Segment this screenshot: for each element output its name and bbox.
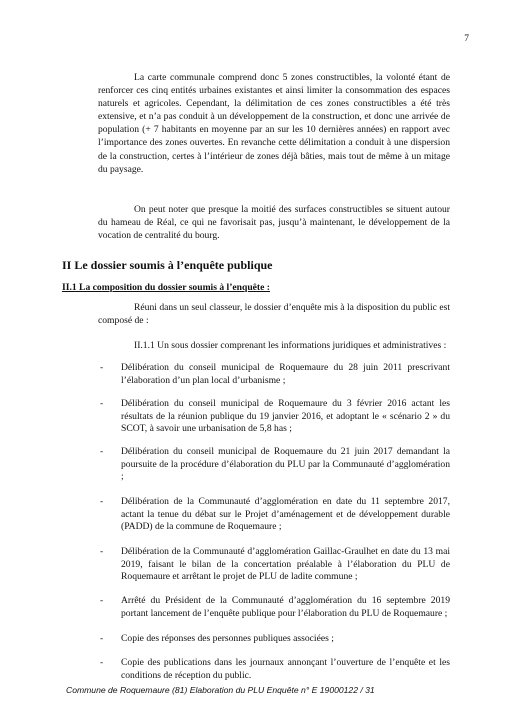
list-dash: - <box>100 496 104 507</box>
list-item-text: Copie des réponses des personnes publiques associées ; <box>121 633 334 644</box>
list-item <box>100 362 450 387</box>
list-dash: - <box>100 446 104 457</box>
list-dash: - <box>100 546 104 557</box>
list-item <box>100 657 450 682</box>
list-item <box>100 398 450 436</box>
list-item <box>100 446 450 484</box>
intro-paragraph: Réuni dans un seul classeur, le dossier d’enquête mis à la disposition du public est composé de : <box>98 302 450 327</box>
list-dash: - <box>100 633 104 644</box>
section-title: II Le dossier soumis à l’enquête publique <box>62 258 273 272</box>
list-item <box>100 595 450 620</box>
paragraph-hameau-real: On peut noter que presque la moitié des surfaces constructibles se situent autour du hameau de Réal, ce qui ne favorisait pas, jusqu’à maintenant, le développement de la vocation de centralité du bourg. <box>98 204 450 242</box>
list-item-text: Copie des publications dans les journaux annonçant l’ouverture de l’enquête et les conditions de réception du public. <box>121 657 450 681</box>
page-number: 7 <box>464 34 469 44</box>
list-dash: - <box>100 362 104 373</box>
list-item <box>100 496 450 534</box>
list-item-text: Délibération du conseil municipal de Roquemaure du 3 février 2016 actant les résultats de la réunion publique du 19 janvier 2016, et adoptant le « scénario 2 » du SCOT, à savoir une urbanisation de 5,8 has ; <box>121 398 450 435</box>
list-item-text: Délibération du conseil municipal de Roquemaure du 28 juin 2011 prescrivant l’élaboration d’un plan local d’urbanisme ; <box>121 362 450 386</box>
subsubsection-title: II.1.1 Un sous dossier comprenant les informations juridiques et administratives : <box>134 340 447 351</box>
list-dash: - <box>100 595 104 606</box>
list-item-text: Arrêté du Président de la Communauté d’agglomération du 16 septembre 2019 portant lancement de l’enquête publique pour l’élaboration du PLU de Roquemaure ; <box>121 595 450 619</box>
page-footer: Commune de Roquemaure (81) Elaboration du PLU Enquête n° E 19000122 / 31 <box>66 685 375 695</box>
list-dash: - <box>100 657 104 668</box>
paragraph-carte-communale: La carte communale comprend donc 5 zones constructibles, la volonté étant de renforcer ces cinq entités urbaines existantes et ainsi limiter la consommation des espaces naturels et agricoles. Cependant, la délimitation de ces zones constructibles a été très extensive, et n’a pas conduit à un développement de la construction, et donc une arrivée de population (+ 7 habitants en moyenne par an sur les 10 dernières années) en rapport avec l’importance des zones ouvertes. En revanche cette délimitation a conduit à une dispersion de la construction, certes à l’intérieur de zones déjà bâties, mais tout de même à un mitage du paysage. <box>98 72 450 175</box>
subsection-title: II.1 La composition du dossier soumis à l’enquête : <box>62 282 270 293</box>
list-item <box>100 546 450 584</box>
list-item-text: Délibération de la Communauté d’agglomération en date du 11 septembre 2017, actant la tenue du débat sur le Projet d’aménagement et de développement durable (PADD) de la commune de Roquemaure ; <box>121 496 450 533</box>
list-item <box>100 633 450 646</box>
list-dash: - <box>100 398 104 409</box>
list-item-text: Délibération de la Communauté d’agglomération Gaillac-Graulhet en date du 13 mai 2019, faisant le bilan de la concertation préalable à l’élaboration du PLU de Roquemaure et arrêtant le projet de PLU de ladite commune ; <box>121 546 450 583</box>
list-item-text: Délibération du conseil municipal de Roquemaure du 21 juin 2017 demandant la poursuite de la procédure d’élaboration du PLU par la Communauté d’agglomération ; <box>121 446 450 483</box>
